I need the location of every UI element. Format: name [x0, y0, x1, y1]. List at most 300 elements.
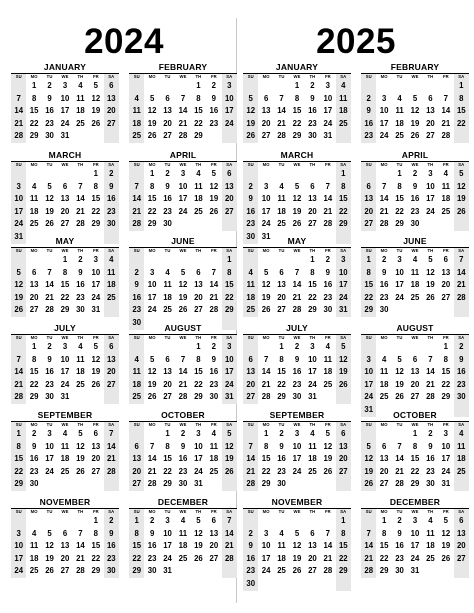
day-cell: 28: [129, 218, 144, 231]
day-cell: 21: [261, 379, 271, 389]
weekday-label: TH: [195, 509, 202, 514]
weekday-label: TU: [396, 509, 403, 514]
day-cell: 5: [149, 93, 155, 103]
day-cell: 30: [243, 578, 258, 591]
day-cell: 19: [194, 541, 203, 551]
weekday-label: MO: [30, 422, 38, 427]
day-cell: 7: [243, 441, 258, 454]
day-cell: 4: [443, 169, 449, 178]
month-july: [243, 323, 351, 409]
day-cell: 13: [261, 106, 271, 116]
day-cell: 28: [361, 565, 376, 578]
day-cell: 10: [11, 193, 26, 206]
day-cell: 22: [194, 379, 203, 389]
weekday-label: SU: [243, 335, 258, 341]
day-cell: 25: [29, 219, 39, 229]
day-cell: 9: [243, 540, 258, 553]
empty-day-cell: [336, 578, 351, 591]
day-cell: 24: [222, 379, 237, 392]
day-cell: 2: [211, 81, 217, 90]
weekday-label: MO: [262, 74, 270, 79]
weekday-label: WE: [293, 335, 301, 340]
weekday-label: MO: [380, 248, 388, 253]
day-cell: 14: [45, 280, 54, 290]
day-cell: 20: [29, 292, 39, 302]
day-cell: 21: [76, 553, 85, 563]
day-cell: 17: [292, 454, 302, 464]
day-cell: 22: [308, 292, 317, 302]
month-name: NOVEMBER: [271, 497, 323, 507]
day-cell: 29: [379, 566, 389, 576]
weekday-label: MO: [262, 248, 270, 253]
month-grid: [243, 74, 351, 143]
day-cell: 28: [323, 566, 333, 576]
day-cell: 1: [62, 255, 68, 264]
day-cell: 4: [62, 429, 68, 438]
day-cell: 15: [29, 367, 39, 377]
day-cell: 29: [395, 219, 404, 229]
month-grid: [129, 422, 237, 491]
month-april: [361, 150, 469, 236]
day-cell: 2: [454, 341, 469, 354]
day-cell: 7: [104, 428, 119, 441]
day-cell: 28: [104, 466, 119, 479]
day-cell: 19: [178, 292, 188, 302]
day-cell: 8: [454, 93, 469, 106]
weekday-label: WE: [293, 509, 301, 514]
weekday-label: SA: [222, 74, 237, 80]
day-cell: 8: [31, 93, 37, 103]
day-cell: 1: [279, 342, 284, 351]
day-cell: 12: [336, 354, 351, 367]
month-october: [361, 410, 469, 496]
day-cell: 26: [91, 379, 101, 389]
day-cell: 3: [196, 429, 201, 438]
day-cell: 23: [147, 553, 157, 563]
empty-day-cell: [320, 578, 335, 591]
day-cell: 21: [178, 118, 188, 128]
weekday-label: SA: [336, 509, 351, 515]
empty-day-cell: [423, 341, 438, 354]
day-cell: 27: [163, 392, 172, 402]
empty-day-cell: [129, 80, 144, 93]
weekday-label: SA: [336, 248, 351, 254]
weekday-label: SU: [243, 74, 258, 80]
day-cell: 13: [194, 280, 203, 290]
empty-day-cell: [423, 304, 438, 317]
day-cell: 20: [60, 553, 70, 563]
weekday-label: MO: [30, 248, 38, 253]
day-cell: 5: [243, 93, 258, 106]
day-cell: 11: [30, 541, 39, 551]
day-cell: 18: [441, 194, 451, 204]
day-cell: 26: [147, 392, 157, 402]
day-cell: 29: [163, 479, 172, 489]
day-cell: 24: [147, 305, 157, 315]
empty-day-cell: [175, 218, 190, 231]
day-cell: 24: [261, 219, 271, 229]
weekday-label: FR: [92, 162, 99, 167]
day-cell: 5: [222, 428, 237, 441]
empty-day-cell: [361, 515, 376, 528]
weekday-label: WE: [61, 162, 69, 167]
day-cell: 7: [11, 354, 26, 367]
day-cell: 24: [11, 565, 26, 578]
day-cell: 12: [410, 106, 420, 116]
day-cell: 2: [211, 342, 217, 351]
month-grid: [129, 335, 237, 404]
day-cell: 8: [279, 354, 284, 364]
month-name: APRIL: [169, 150, 197, 160]
day-cell: 8: [443, 354, 449, 364]
day-cell: 2: [310, 81, 315, 90]
day-cell: 31: [163, 566, 172, 576]
day-cell: 13: [163, 367, 172, 377]
day-cell: 22: [292, 118, 302, 128]
day-cell: 1: [31, 342, 37, 351]
weekday-label: SA: [454, 248, 469, 254]
empty-day-cell: [289, 168, 304, 181]
day-cell: 30: [292, 392, 302, 402]
day-cell: 26: [45, 219, 54, 229]
day-cell: 27: [277, 305, 286, 315]
day-cell: 7: [263, 354, 269, 364]
day-cell: 25: [323, 379, 333, 389]
day-cell: 24: [426, 206, 435, 216]
day-cell: 8: [62, 267, 68, 277]
day-cell: 4: [310, 429, 315, 438]
day-cell: 17: [163, 541, 172, 551]
day-cell: 15: [308, 280, 317, 290]
weekday-label: SU: [11, 509, 26, 515]
day-cell: 1: [294, 81, 300, 90]
day-cell: 31: [222, 391, 237, 404]
day-cell: 9: [104, 181, 119, 194]
weekday-label: WE: [293, 162, 301, 167]
empty-day-cell: [258, 578, 273, 591]
day-cell: 30: [76, 305, 85, 315]
month-name: DECEMBER: [389, 497, 441, 507]
empty-day-cell: [11, 341, 26, 354]
day-cell: 22: [129, 553, 144, 566]
empty-day-cell: [454, 130, 469, 143]
day-cell: 17: [308, 367, 317, 377]
day-cell: 9: [381, 267, 387, 277]
empty-day-cell: [274, 254, 289, 267]
weekday-label: SU: [361, 74, 376, 80]
day-cell: 20: [104, 105, 119, 118]
day-cell: 25: [379, 392, 389, 402]
empty-day-cell: [392, 341, 407, 354]
day-cell: 9: [412, 181, 418, 191]
day-cell: 5: [294, 181, 300, 191]
day-cell: 9: [397, 528, 402, 538]
empty-day-cell: [129, 254, 144, 267]
day-cell: 7: [325, 528, 331, 538]
day-cell: 1: [310, 255, 315, 264]
day-cell: 15: [194, 106, 203, 116]
day-cell: 19: [91, 106, 101, 116]
day-cell: 6: [129, 441, 144, 454]
weekday-label: TH: [195, 162, 202, 167]
day-cell: 12: [261, 280, 271, 290]
day-cell: 26: [323, 466, 333, 476]
weekday-label: TH: [309, 509, 316, 514]
weekday-label: SU: [129, 248, 144, 254]
day-cell: 8: [149, 181, 155, 191]
day-cell: 4: [78, 342, 83, 351]
day-cell: 1: [381, 516, 387, 525]
empty-day-cell: [274, 80, 289, 93]
empty-day-cell: [243, 515, 258, 528]
day-cell: 12: [395, 367, 404, 377]
day-cell: 27: [209, 553, 219, 563]
year-title: 2025: [316, 22, 396, 61]
day-cell: 18: [395, 118, 404, 128]
month-grid: [11, 422, 119, 491]
day-cell: 19: [209, 194, 219, 204]
day-cell: 25: [441, 206, 451, 216]
day-cell: 11: [426, 528, 435, 538]
month-grid: [243, 509, 351, 591]
weekday-label: TH: [427, 422, 434, 427]
day-cell: 21: [209, 292, 219, 302]
day-cell: 15: [277, 367, 286, 377]
day-cell: 6: [165, 93, 170, 103]
day-cell: 28: [261, 392, 271, 402]
day-cell: 26: [361, 478, 376, 491]
weekday-label: SU: [11, 162, 26, 168]
day-cell: 10: [323, 93, 333, 103]
day-cell: 21: [147, 466, 157, 476]
weekday-label: SA: [454, 422, 469, 428]
day-cell: 9: [78, 267, 83, 277]
month-name: JUNE: [171, 236, 195, 246]
empty-day-cell: [144, 254, 159, 267]
day-cell: 29: [410, 479, 420, 489]
day-cell: 4: [243, 267, 258, 280]
day-cell: 12: [292, 194, 302, 204]
day-cell: 17: [395, 280, 404, 290]
weekday-label: MO: [30, 335, 38, 340]
day-cell: 3: [222, 80, 237, 93]
day-cell: 8: [294, 93, 300, 103]
day-cell: 4: [454, 428, 469, 441]
weekday-label: TH: [77, 248, 84, 253]
day-cell: 3: [412, 516, 418, 525]
weekday-label: WE: [179, 335, 187, 340]
weekday-label: MO: [148, 74, 156, 79]
day-cell: 2: [149, 516, 155, 525]
day-cell: 2: [180, 429, 186, 438]
weekday-label: WE: [293, 422, 301, 427]
day-cell: 25: [336, 118, 351, 131]
weekday-label: SU: [361, 509, 376, 515]
empty-day-cell: [454, 565, 469, 578]
day-cell: 3: [428, 169, 433, 178]
day-cell: 25: [29, 566, 39, 576]
day-cell: 26: [11, 304, 26, 317]
month-name: MARCH: [280, 150, 314, 160]
day-cell: 10: [308, 354, 317, 364]
weekday-label: TU: [46, 422, 53, 427]
weekday-label: MO: [262, 335, 270, 340]
day-cell: 10: [261, 194, 271, 204]
weekday-label: FR: [324, 509, 331, 514]
day-cell: 28: [76, 219, 85, 229]
day-cell: 21: [129, 206, 144, 219]
empty-day-cell: [243, 341, 258, 354]
empty-day-cell: [454, 304, 469, 317]
weekday-label: FR: [210, 509, 217, 514]
day-cell: 2: [31, 429, 37, 438]
day-cell: 10: [45, 441, 54, 451]
day-cell: 29: [194, 392, 203, 402]
month-december: [361, 497, 469, 583]
day-cell: 18: [243, 292, 258, 305]
empty-day-cell: [274, 168, 289, 181]
weekday-label: SU: [129, 509, 144, 515]
day-cell: 31: [91, 305, 101, 315]
weekday-label: SU: [11, 335, 26, 341]
day-cell: 4: [31, 528, 37, 538]
day-cell: 3: [325, 81, 331, 90]
day-cell: 4: [129, 354, 144, 367]
weekday-label: SU: [243, 248, 258, 254]
weekday-label: FR: [442, 74, 449, 79]
day-cell: 3: [263, 181, 269, 191]
weekday-label: TU: [278, 74, 285, 79]
day-cell: 19: [76, 454, 85, 464]
day-cell: 25: [104, 292, 119, 305]
day-cell: 16: [76, 280, 85, 290]
day-cell: 19: [222, 453, 237, 466]
empty-day-cell: [258, 80, 273, 93]
weekday-label: WE: [61, 422, 69, 427]
day-cell: 19: [336, 366, 351, 379]
day-cell: 14: [323, 194, 333, 204]
day-cell: 27: [379, 479, 389, 489]
weekday-label: MO: [148, 422, 156, 427]
day-cell: 13: [454, 528, 469, 541]
day-cell: 28: [11, 391, 26, 404]
day-cell: 30: [323, 305, 333, 315]
day-cell: 17: [261, 553, 271, 563]
day-cell: 1: [129, 515, 144, 528]
day-cell: 21: [426, 379, 435, 389]
year-2025-column: [243, 0, 469, 613]
empty-day-cell: [191, 218, 206, 231]
day-cell: 13: [91, 441, 101, 451]
day-cell: 29: [147, 219, 157, 229]
empty-day-cell: [206, 218, 221, 231]
day-cell: 4: [336, 80, 351, 93]
weekday-label: TU: [278, 422, 285, 427]
day-cell: 2: [78, 255, 83, 264]
day-cell: 13: [222, 181, 237, 194]
day-cell: 1: [222, 254, 237, 267]
day-cell: 19: [147, 118, 157, 128]
day-cell: 11: [60, 441, 70, 451]
empty-day-cell: [392, 80, 407, 93]
day-cell: 30: [104, 218, 119, 231]
weekday-label: FR: [324, 162, 331, 167]
month-grid: [129, 248, 237, 330]
weekday-label: SU: [11, 74, 26, 80]
day-cell: 30: [379, 305, 389, 315]
day-cell: 29: [222, 304, 237, 317]
empty-day-cell: [104, 391, 119, 404]
day-cell: 1: [263, 429, 269, 438]
weekday-label: MO: [148, 509, 156, 514]
day-cell: 11: [323, 354, 332, 364]
day-cell: 9: [310, 93, 315, 103]
day-cell: 7: [361, 528, 376, 541]
empty-day-cell: [42, 478, 57, 491]
day-cell: 15: [91, 541, 101, 551]
day-cell: 8: [93, 181, 99, 191]
day-cell: 29: [277, 392, 286, 402]
day-cell: 30: [45, 131, 54, 141]
day-cell: 17: [379, 118, 389, 128]
day-cell: 24: [11, 218, 26, 231]
day-cell: 25: [426, 553, 435, 563]
day-cell: 22: [147, 206, 157, 216]
day-cell: 19: [261, 292, 271, 302]
day-cell: 1: [336, 515, 351, 528]
empty-day-cell: [73, 130, 88, 143]
empty-day-cell: [57, 168, 72, 181]
weekday-label: SU: [361, 248, 376, 254]
day-cell: 8: [310, 267, 315, 277]
day-cell: 23: [454, 379, 469, 392]
day-cell: 12: [11, 279, 26, 292]
day-cell: 23: [163, 206, 172, 216]
day-cell: 23: [410, 206, 420, 216]
day-cell: 27: [222, 206, 237, 219]
month-grid: [361, 509, 469, 578]
day-cell: 2: [47, 81, 52, 90]
day-cell: 13: [361, 193, 376, 206]
month-june: [129, 236, 237, 327]
day-cell: 5: [47, 181, 52, 191]
day-cell: 3: [443, 429, 449, 438]
weekday-label: SU: [129, 335, 144, 341]
month-grid: [11, 74, 119, 143]
day-cell: 30: [178, 479, 188, 489]
day-cell: 12: [147, 106, 157, 116]
day-cell: 5: [412, 93, 418, 103]
day-cell: 2: [243, 181, 258, 194]
day-cell: 23: [292, 379, 302, 389]
empty-day-cell: [104, 130, 119, 143]
day-cell: 28: [454, 292, 469, 305]
day-cell: 25: [454, 466, 469, 479]
day-cell: 13: [410, 367, 420, 377]
day-cell: 7: [47, 267, 52, 277]
weekday-label: WE: [179, 248, 187, 253]
month-grid: [243, 335, 351, 404]
empty-day-cell: [320, 168, 335, 181]
day-cell: 14: [292, 280, 302, 290]
empty-day-cell: [243, 168, 258, 181]
day-cell: 21: [395, 466, 404, 476]
weekday-label: TU: [46, 162, 53, 167]
day-cell: 27: [261, 131, 271, 141]
weekday-label: TH: [77, 509, 84, 514]
day-cell: 16: [209, 367, 219, 377]
day-cell: 30: [308, 131, 317, 141]
